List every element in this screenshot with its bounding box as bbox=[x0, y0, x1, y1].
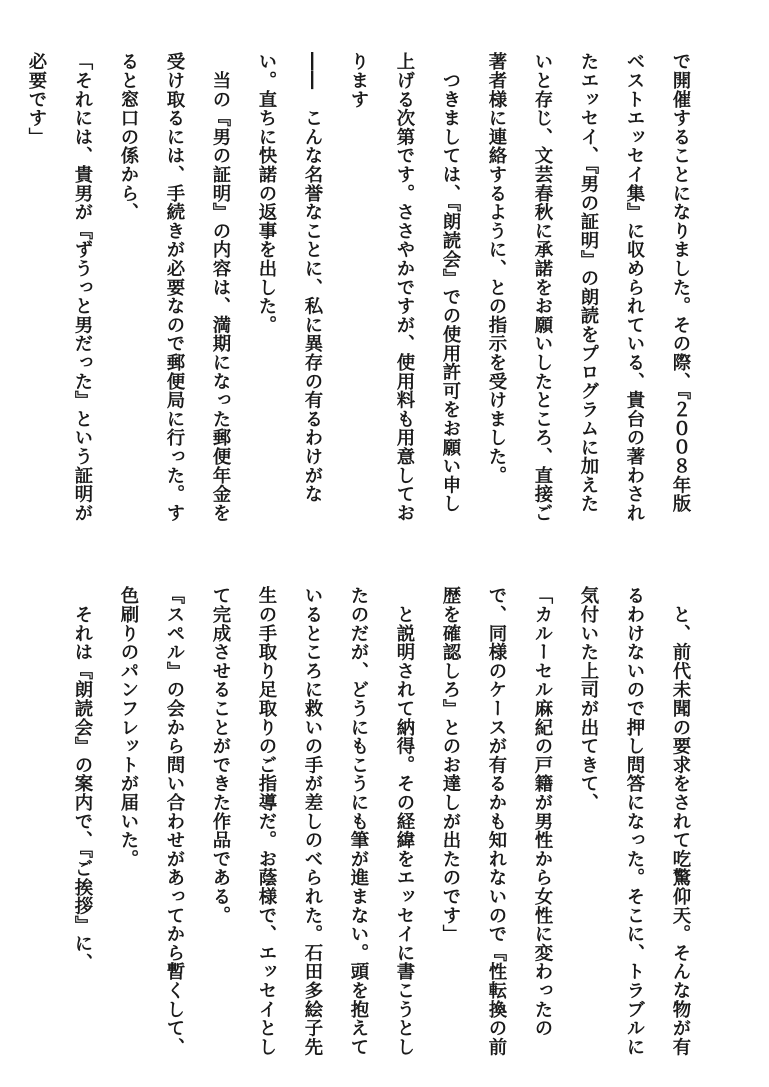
paragraph: と、前代未聞の要求をされて吃驚仰天。そんな物が有るわけないので押し問答になった。そこに、トラブルに気付いた上司が出てきて、 bbox=[578, 586, 691, 1056]
paragraph: ―― こんな名誉なことに、私に異存の有るわけがない。直ちに快諾の返事を出した。 bbox=[256, 52, 323, 504]
paragraph: と説明されて納得。その経緯をエッセイに書こうとしたのだが、どうにもこうにも筆が進まない。頭を抱えているところに救いの手が差しのべられた。石田多絵子先生の手取り足取りのご指導だ。お蔭様で、エッセイとして完成させることができた作品である。 bbox=[210, 586, 415, 1056]
paragraph: それは『朗読会』の案内で、『ご挨拶』に、 bbox=[72, 586, 93, 972]
upper-text-block bbox=[26, 52, 703, 522]
paragraph: 『スペル』の会から問い合わせがあってから暫くして、色刷りのパンフレットが届いた。 bbox=[118, 586, 185, 1056]
paragraph: つきましては、『朗読会』での使用許可をお願い申し上げる次第です。ささやかですが、使用料も用意しております bbox=[348, 52, 461, 522]
lower-text-block bbox=[63, 586, 703, 1056]
paragraph: 当の『男の証明』の内容は、満期になった郵便年金を受け取るには、手続きが必要なので郵便局に行った。すると窓口の係から、 bbox=[118, 52, 231, 522]
paragraph: 「カルーセル麻紀の戸籍が男性から女性に変わったので、同様のケースが有るかも知れないので『性転換の前歴を確認しろ』とのお達しが出たのです」 bbox=[440, 586, 553, 1056]
paragraph: で開催することになりました。その際、『２００８年版ベストエッセイ集』に収められている、貴台の著わされたエッセイ、『男の証明』の朗読をプログラムに加えたいと存じ、文芸春秋に承諾をお願いしたところ、直接ご著者様に連絡するように、との指示を受けました。 bbox=[486, 52, 691, 522]
paragraph: 「それには、貴男が『ずうっと男だった』という証明が必要です」 bbox=[26, 52, 93, 522]
